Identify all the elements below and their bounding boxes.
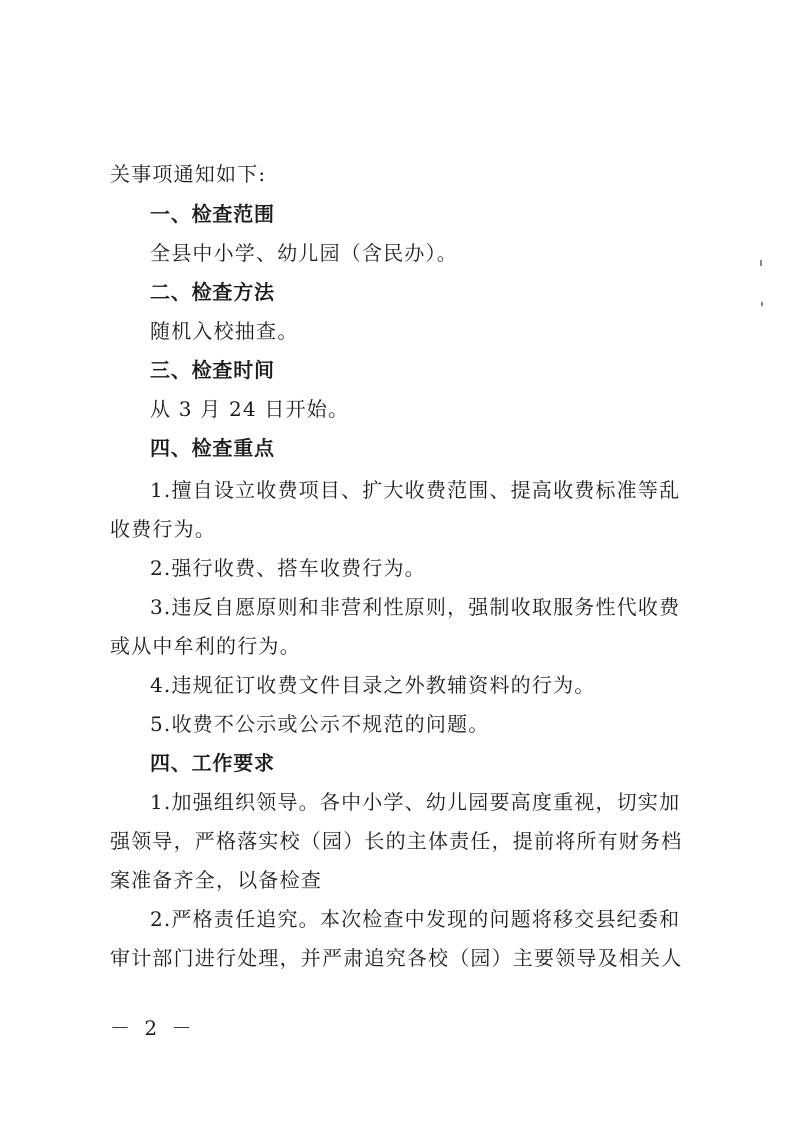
section-heading-method: 二、检查方法	[150, 280, 275, 304]
scope-text: 全县中小学、幼儿园（含民办）。	[150, 241, 458, 265]
requirement-2: 2.严格责任追究。本次检查中发现的问题将移交县纪委和	[150, 907, 681, 931]
focus-item-1-cont: 收费行为。	[110, 517, 216, 541]
focus-item-3: 3.违反自愿原则和非营利性原则，强制收取服务性代收费	[150, 595, 681, 619]
focus-item-5: 5.收费不公示或公示不规范的问题。	[150, 712, 490, 736]
requirement-1-cont-1: 强领导，严格落实校（园）长的主体责任，提前将所有财务档	[110, 829, 683, 853]
section-heading-time: 三、检查时间	[150, 358, 275, 382]
focus-item-3-cont: 或从中牟利的行为。	[110, 634, 301, 658]
page-number: － 2 －	[110, 1016, 196, 1040]
method-text: 随机入校抽查。	[150, 319, 299, 343]
focus-item-2: 2.强行收费、搭车收费行为。	[150, 556, 426, 580]
section-heading-scope: 一、检查范围	[150, 202, 275, 226]
focus-item-1: 1.擅自设立收费项目、扩大收费范围、提高收费标准等乱	[150, 478, 681, 502]
requirement-1: 1.加强组织领导。各中小学、幼儿园要高度重视，切实加	[150, 790, 681, 814]
scan-speck	[761, 302, 763, 306]
requirement-1-cont-2: 案准备齐全，以备检查	[110, 868, 322, 892]
section-heading-requirements: 四、工作要求	[150, 751, 275, 775]
focus-item-4: 4.违规征订收费文件目录之外教辅资料的行为。	[150, 673, 596, 697]
requirement-2-cont: 审计部门进行处理，并严肃追究各校（园）主要领导及相关人	[110, 946, 683, 970]
time-text: 从 3 月 24 日开始。	[150, 397, 350, 421]
section-heading-focus: 四、检查重点	[150, 436, 275, 460]
scan-speck	[760, 260, 762, 266]
intro-line: 关事项通知如下:	[110, 162, 267, 186]
